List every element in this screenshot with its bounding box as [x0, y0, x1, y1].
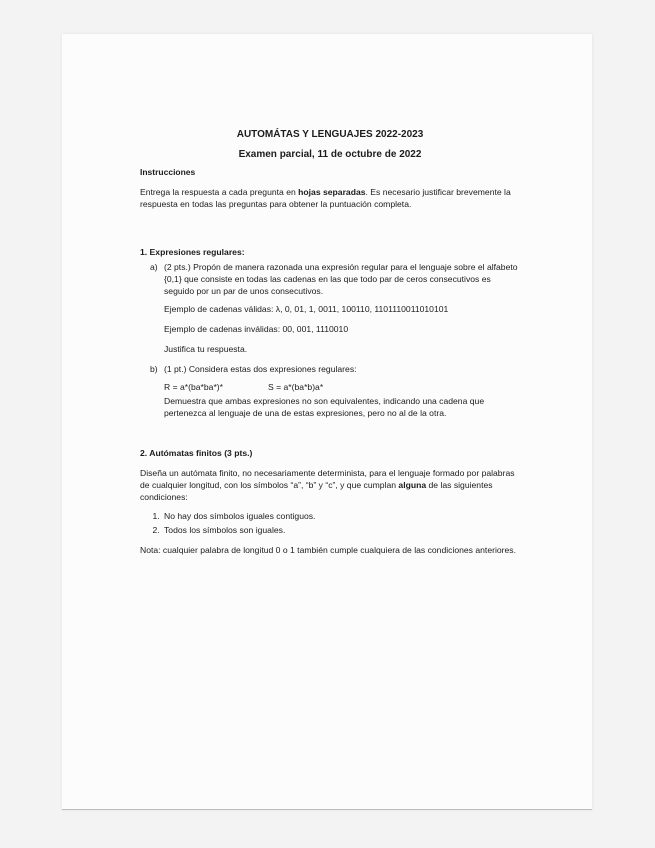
regex-r: R = a*(ba*ba*)*: [164, 382, 223, 392]
question-1a: [150, 261, 520, 297]
regex-pair: [164, 381, 520, 393]
section-2-title: 2. Autómatas finitos (3 pts.): [140, 448, 253, 458]
question-1b: [150, 363, 520, 375]
conditions-list: [140, 510, 520, 536]
question-text: (2 pts.) Propón de manera razonada una expresión regular para el lenguaje sobre el alfabeto {0,1} que consiste en todas las cadenas en las que todo par de ceros consecutivos es seguido por un par de unos consecutivos.: [164, 262, 518, 296]
question-text: (1 pt.) Considera estas dos expresiones regulares:: [164, 364, 357, 374]
exam-title: AUTOMÁTAS Y LENGUAJES 2022-2023: [236, 129, 424, 140]
demonstrate-instruction: Demuestra que ambas expresiones no son equivalentes, indicando una cadena que pertenezca al lenguaje de una de estas expresiones, pero no al de la otra.: [164, 396, 485, 418]
condition-item: 2. Todos los símbolos son iguales.: [162, 524, 520, 536]
section-1-title: 1. Expresiones regulares:: [140, 247, 245, 257]
question-label: b): [150, 364, 158, 374]
valid-strings-example: Ejemplo de cadenas válidas: λ, 0, 01, 1, 0011, 100110, 1101110011010101: [164, 304, 449, 314]
instructions-text: Entrega la respuesta a cada pregunta en hojas separadas. Es necesario justificar brevemente la respuesta en todas las preguntas para obtener la puntuación completa.: [140, 187, 511, 209]
exam-content: [140, 128, 520, 556]
section-2-text: Diseña un autómata finito, no necesariamente determinista, para el lenguaje formado por palabras de cualquier longitud, con los símbolos “a”, “b” y “c”, y que cumplan alguna de las siguientes condiciones:: [140, 468, 515, 502]
section-regular-expressions: [140, 246, 520, 419]
section-finite-automata: [140, 447, 520, 556]
question-label: a): [150, 262, 158, 272]
regex-s: S = a*(ba*b)a*: [268, 382, 324, 392]
justify-instruction: Justifica tu respuesta.: [164, 344, 248, 354]
instructions-heading: Instrucciones: [140, 167, 196, 177]
invalid-strings-example: Ejemplo de cadenas inválidas: 00, 001, 1110010: [164, 324, 349, 334]
exam-subtitle: Examen parcial, 11 de octubre de 2022: [238, 149, 422, 160]
section-2-note: Nota: cualquier palabra de longitud 0 o 1 también cumple cualquiera de las condiciones anteriores.: [140, 545, 516, 555]
condition-item: 1. No hay dos símbolos iguales contiguos.: [162, 510, 520, 522]
